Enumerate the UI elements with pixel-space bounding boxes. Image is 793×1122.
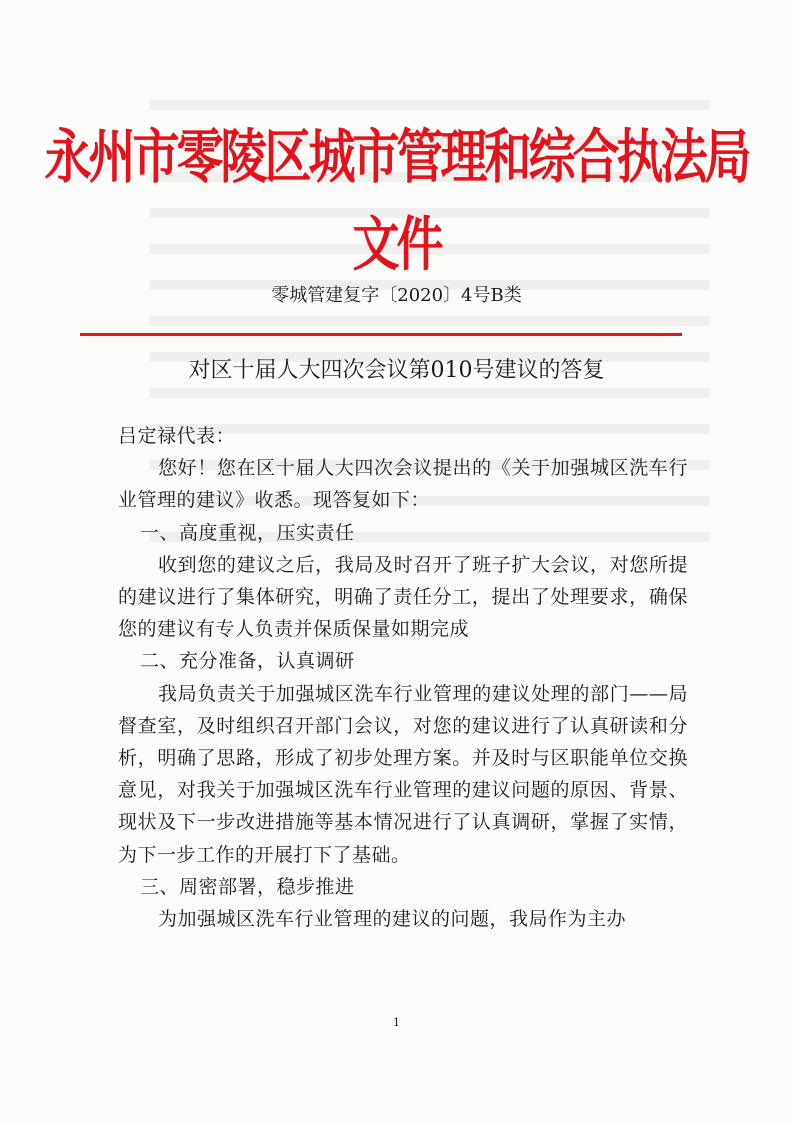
salutation: 吕定禄代表：: [118, 425, 236, 447]
section-heading-3: 三、周密部署，稳步推进: [140, 875, 355, 898]
document-number: 零城管建复字〔2020〕4号B类: [271, 285, 522, 306]
page-number: 1: [393, 1016, 400, 1029]
red-separator-line: [80, 333, 682, 336]
paragraph-intro: 您好！您在区十届人大四次会议提出的《关于加强城区洗车行业管理的建议》收悉。现答复如下：: [118, 457, 688, 512]
document-body: [118, 420, 688, 935]
document-header-title: 永州市零陵区城市管理和综合执法局文件: [44, 123, 749, 280]
paragraph-section-1: 收到您的建议之后，我局及时召开了班子扩大会议，对您所提的建议进行了集体研究，明确了责任分工，提出了处理要求，确保您的建议有专人负责并保质保量如期完成: [118, 553, 688, 641]
section-heading-2: 二、充分准备，认真调研: [140, 650, 355, 673]
paragraph-section-2: 我局负责关于加强城区洗车行业管理的建议处理的部门——局督查室，及时组织召开部门会议，对您的建议进行了认真研读和分析，明确了思路，形成了初步处理方案。并及时与区职能单位交换意见，对我关于加强城区洗车行业管理的建议问题的原因、背景、现状及下一步改进措施等基本情况进行了认真调研，掌握了实情，为下一步工作的开展打下了基础。: [118, 682, 688, 866]
paragraph-section-3: 为加强城区洗车行业管理的建议的问题，我局作为主办: [158, 908, 627, 931]
section-heading-1: 一、高度重视，压实责任: [140, 521, 355, 544]
reply-title: 对区十届人大四次会议第010号建议的答复: [188, 358, 605, 383]
